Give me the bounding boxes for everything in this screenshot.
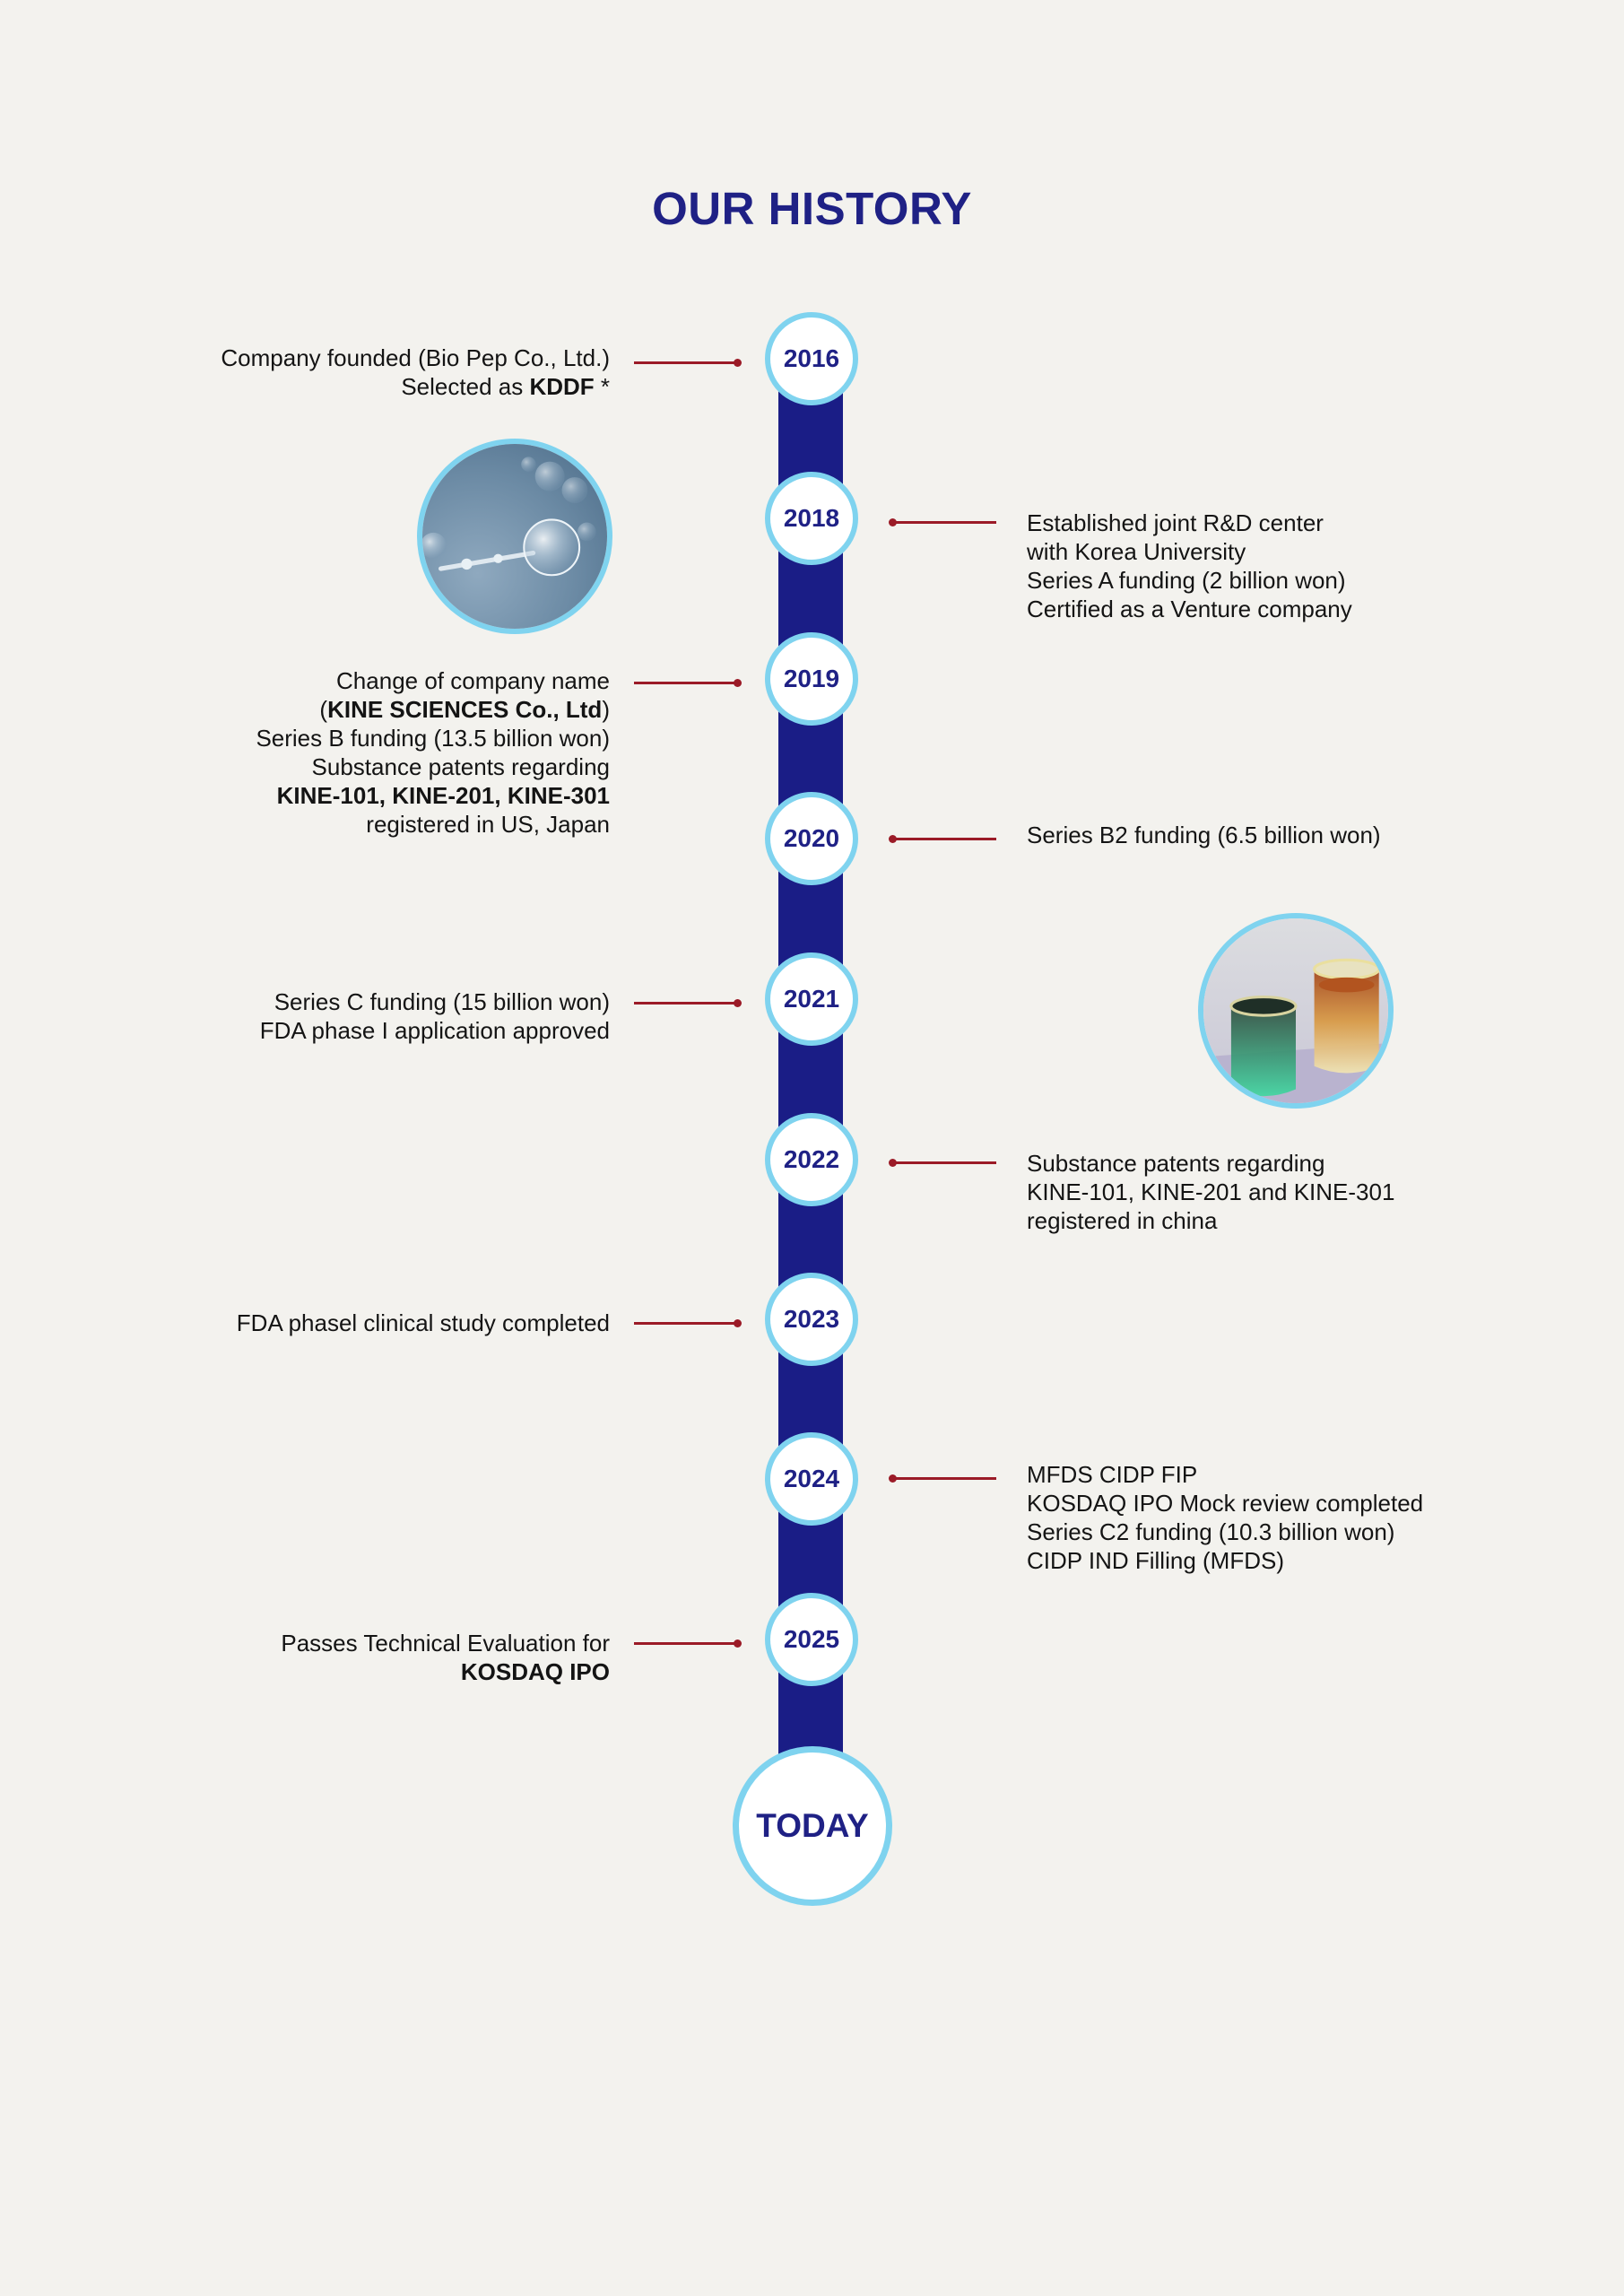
- page-title: OUR HISTORY: [652, 183, 972, 234]
- connector-2022: [890, 1161, 996, 1164]
- event-line: Series A funding (2 billion won): [1027, 567, 1346, 594]
- event-text: *: [594, 373, 610, 400]
- event-text-bold: KOSDAQ IPO: [460, 1658, 610, 1685]
- event-line: Passes Technical Evaluation for: [281, 1630, 610, 1657]
- event-2023: [237, 1309, 610, 1337]
- event-line: Series B2 funding (6.5 billion won): [1027, 822, 1381, 848]
- event-line: KOSDAQ IPO Mock review completed: [1027, 1490, 1424, 1517]
- event-line: Change of company name: [336, 667, 610, 694]
- molecule-bubbles-photo: [417, 439, 612, 634]
- connector-2018: [890, 521, 996, 524]
- beakers-image: [1203, 918, 1388, 1103]
- event-line: FDA phasel clinical study completed: [236, 1309, 610, 1336]
- connector-dot: [734, 359, 742, 367]
- event-line: Series C2 funding (10.3 billion won): [1027, 1518, 1395, 1545]
- event-text: ): [602, 696, 610, 723]
- event-2018: [1027, 509, 1352, 623]
- year-node-2025: 2025: [765, 1593, 858, 1686]
- connector-2024: [890, 1477, 996, 1480]
- year-node-2019: 2019: [765, 632, 858, 726]
- timeline-spine: [778, 359, 843, 1794]
- event-line: [256, 695, 610, 724]
- connector-dot: [889, 518, 897, 526]
- connector-2021: [634, 1002, 740, 1004]
- event-line: with Korea University: [1027, 538, 1246, 565]
- event-text-bold: KINE SCIENCES Co., Ltd: [327, 696, 603, 723]
- event-line: Certified as a Venture company: [1027, 596, 1352, 622]
- event-2025: [281, 1629, 610, 1686]
- event-2020: [1027, 821, 1381, 849]
- event-line: Substance patents regarding: [1027, 1150, 1325, 1177]
- event-line: Substance patents regarding: [311, 753, 610, 780]
- connector-dot: [889, 835, 897, 843]
- event-text-bold: KINE-101, KINE-201, KINE-301: [276, 782, 610, 809]
- event-line: Company founded (Bio Pep Co., Ltd.): [221, 344, 610, 371]
- today-node: TODAY: [733, 1746, 892, 1906]
- year-node-2023: 2023: [765, 1273, 858, 1366]
- event-line: Series B funding (13.5 billion won): [256, 725, 610, 752]
- event-2016: [221, 344, 610, 401]
- event-2022: [1027, 1149, 1394, 1235]
- event-text: Selected as: [401, 373, 530, 400]
- event-line: [256, 781, 610, 810]
- year-node-2020: 2020: [765, 792, 858, 885]
- event-line: Established joint R&D center: [1027, 509, 1324, 536]
- connector-2025: [634, 1642, 740, 1645]
- event-line: KINE-101, KINE-201 and KINE-301: [1027, 1178, 1395, 1205]
- event-2021: [260, 987, 610, 1045]
- event-2024: [1027, 1460, 1423, 1575]
- event-line: FDA phase I application approved: [259, 1017, 610, 1044]
- event-line: registered in china: [1027, 1207, 1218, 1234]
- event-text-bold: KDDF: [529, 373, 595, 400]
- event-line: registered in US, Japan: [366, 811, 610, 838]
- connector-2020: [890, 838, 996, 840]
- connector-dot: [734, 679, 742, 687]
- event-2019: [256, 666, 610, 839]
- event-text: (: [319, 696, 328, 723]
- event-line: [281, 1657, 610, 1686]
- year-node-2024: 2024: [765, 1432, 858, 1526]
- event-line: MFDS CIDP FIP: [1027, 1461, 1198, 1488]
- year-node-2022: 2022: [765, 1113, 858, 1206]
- connector-dot: [734, 1319, 742, 1327]
- connector-2016: [634, 361, 740, 364]
- connector-2019: [634, 682, 740, 684]
- connector-dot: [734, 1639, 742, 1648]
- beakers-photo: [1198, 913, 1394, 1109]
- event-line: CIDP IND Filling (MFDS): [1027, 1547, 1284, 1574]
- year-node-2016: 2016: [765, 312, 858, 405]
- event-line: [221, 372, 610, 401]
- event-line: Series C funding (15 billion won): [274, 988, 610, 1015]
- connector-dot: [889, 1159, 897, 1167]
- year-node-2021: 2021: [765, 952, 858, 1046]
- connector-dot: [889, 1474, 897, 1483]
- connector-2023: [634, 1322, 740, 1325]
- molecule-bubbles-image: [422, 444, 607, 629]
- year-node-2018: 2018: [765, 472, 858, 565]
- connector-dot: [734, 999, 742, 1007]
